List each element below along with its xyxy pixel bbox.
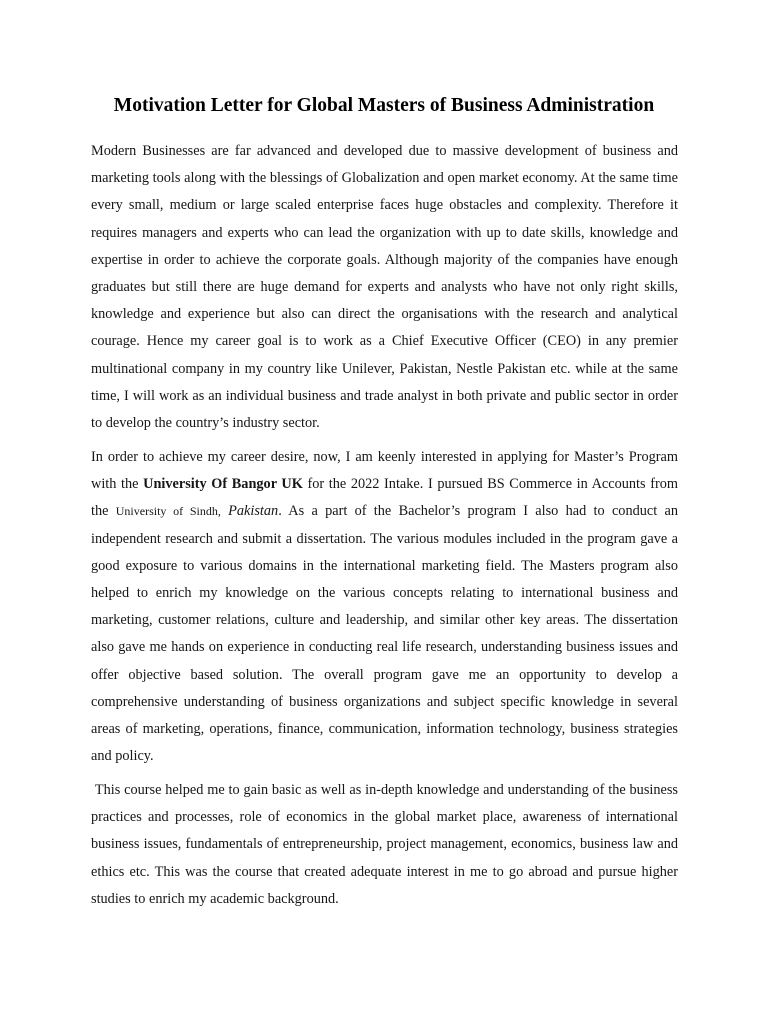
previous-university: University of Sindh, <box>115 504 221 519</box>
paragraph2-part1: In order to achieve my career desire, now, I am keenly interested in applying for Master’s Program with the <box>91 449 678 493</box>
document-title: Motivation Letter for Global Masters of Business Administration <box>113 95 655 116</box>
university-name: University Of Bangor UK <box>143 476 303 493</box>
paragraph-program-interest <box>91 444 678 770</box>
paragraph2-part3: . As a part of the Bachelor’s program I also had to conduct an independent research and submit a dissertation. The various modules included in the program gave a good exposure to various domains in the international marketing field. The Masters program also helped to enrich my knowledge on the various concepts relating to international business and marketing, customer relations, culture and leadership, and similar other key areas. The dissertation also gave me hands on experience in conducting real life research, understanding business issues and offer objective based solution. The overall program gave me an opportunity to develop a comprehensive understanding of business organizations and subject specific knowledge in several areas of marketing, operations, finance, communication, information technology, business strategies and policy. <box>91 503 679 765</box>
paragraph3-text: This course helped me to gain basic as well as in-depth knowledge and understanding of the business practices and processes, role of economics in the global market place, awareness of international business issues, fundamentals of entrepreneurship, project management, economics, business law and ethics etc. This was the course that created adequate interest in me to go abroad and pursue higher studies to enrich my academic background. <box>91 782 678 907</box>
country-name: Pakistan <box>220 503 279 520</box>
paragraph-career-goal: Modern Businesses are far advanced and developed due to massive development of business and marketing tools along with the blessings of Globalization and open market economy. At the same time every small, medium or large scaled enterprise faces huge obstacles and complexity. Therefore it requires managers and experts who can lead the organization with up to date skills, knowledge and expertise in order to achieve the corporate goals. Although majority of the companies have enough graduates but still there are huge demand for experts and analysts who have not only right skills, knowledge and experience but also can direct the organisations with the research and analytical courage. Hence my career goal is to work as a Chief Executive Officer (CEO) in any premier multinational company in my country like Unilever, Pakistan, Nestle Pakistan etc. while at the same time, I will work as an individual business and trade analyst in both private and public sector in order to develop the country’s industry sector. <box>91 143 678 432</box>
paragraph-course-benefits <box>91 777 678 913</box>
paragraph2-part2: for the 2022 Intake. I pursued BS Commerce in Accounts from the <box>91 476 678 520</box>
